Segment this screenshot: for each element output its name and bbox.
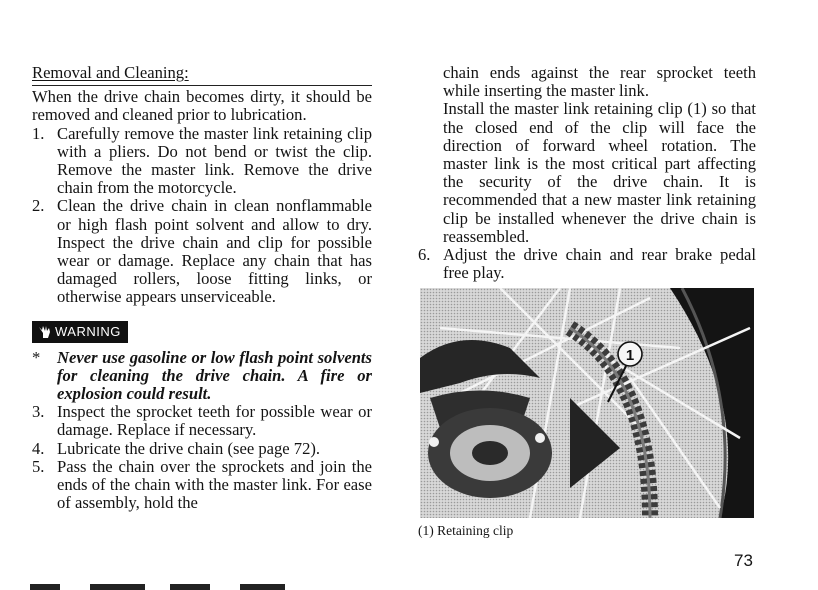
heading-rule xyxy=(32,85,372,86)
chain-photo xyxy=(420,288,754,518)
step-text: Clean the drive chain in clean nonflammable or high flash point solvent and allow to dry. Inspect the drive chain and clip for possible wear or damage. Replace any chain that has damaged rollers, loose fitting links, or otherwise appears unserviceable. xyxy=(57,196,372,307)
photo-callout: 1 xyxy=(625,347,635,364)
photo-caption: (1) Retaining clip xyxy=(418,523,514,538)
step-text: Inspect the sprocket teeth for possible wear or damage. Replace if necessary. xyxy=(57,402,372,440)
list-item xyxy=(418,246,756,282)
step-number: 2. xyxy=(32,196,45,216)
list-item xyxy=(32,403,372,439)
step-number: 5. xyxy=(32,456,45,476)
step-number: 1. xyxy=(32,123,45,143)
warning-label: WARNING xyxy=(55,324,121,340)
step-number: 4. xyxy=(32,438,45,458)
scan-artifact-marks xyxy=(30,584,290,590)
list-item xyxy=(32,125,372,198)
list-item xyxy=(32,440,372,458)
step-text: Pass the chain over the sprockets and join the ends of the chain with the master link. For ease of assembly, hold the xyxy=(57,456,372,513)
warning-item xyxy=(32,349,372,404)
clip-paragraph: Install the master link retaining clip (1) so that the closed end of the clip will face the direction of forward wheel rotation. The master link is the most critical part affecting the security of the drive chain. It is recommended that a new master link retaining clip be installed whenever the drive chain is reassembled. xyxy=(443,99,756,246)
list-item xyxy=(32,197,372,306)
step-number: 6. xyxy=(418,245,431,265)
page-number: 73 xyxy=(734,551,753,570)
list-item xyxy=(32,458,372,513)
warning-text: Never use gasoline or low flash point solvents for cleaning the drive chain. A fire or explosion could result. xyxy=(57,347,372,404)
step-text: Adjust the drive chain and rear brake pedal free play. xyxy=(443,245,756,283)
step-number: 3. xyxy=(32,402,45,422)
step-text: Lubricate the drive chain (see page 72). xyxy=(57,438,321,458)
continued-paragraph: chain ends against the rear sprocket teeth while inserting the master link. xyxy=(443,63,756,101)
warning-badge xyxy=(32,321,128,343)
rear-wheel-chain-image xyxy=(420,288,754,518)
warning-hand-icon xyxy=(37,324,53,340)
intro-paragraph: When the drive chain becomes dirty, it should be removed and cleaned prior to lubrication. xyxy=(32,87,372,125)
step-text: Carefully remove the master link retaining clip with a pliers. Do not bend or twist the clip. Remove the master link. Remove the drive chain from the motorcycle. xyxy=(57,123,372,198)
left-column xyxy=(32,64,372,512)
warning-bullet: * xyxy=(32,347,41,367)
right-column xyxy=(418,64,756,282)
section-heading: Removal and Cleaning: xyxy=(32,63,189,82)
